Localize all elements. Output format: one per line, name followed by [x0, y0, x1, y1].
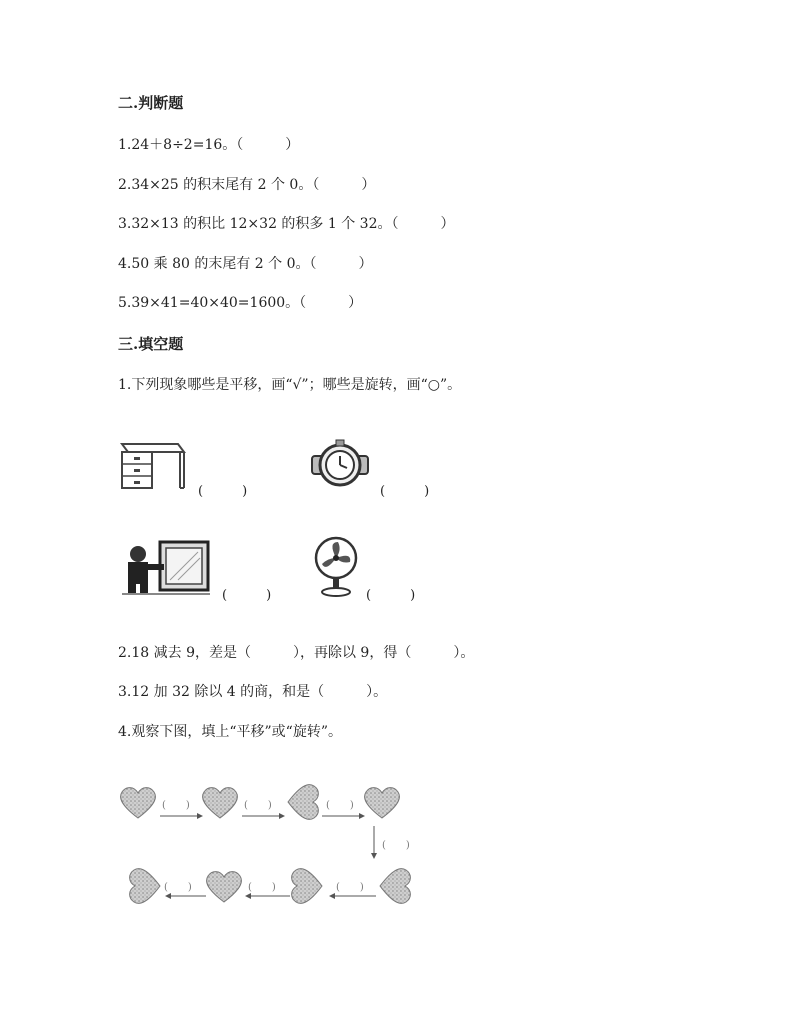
heart-icon — [207, 872, 242, 902]
heart-blank[interactable]: ( ) — [164, 882, 192, 893]
heart-blank[interactable]: ( ) — [382, 840, 410, 851]
heart-icon — [365, 788, 400, 818]
heart-blank[interactable]: ( ) — [326, 800, 354, 811]
fan-icon — [312, 536, 360, 598]
section-heading-fill-blank: 三.填空题 — [118, 335, 184, 353]
heart-blank[interactable]: ( ) — [336, 882, 364, 893]
heart-icon — [203, 788, 238, 818]
watch-icon — [308, 436, 372, 494]
window-push-icon — [122, 540, 212, 596]
heart-icon — [380, 869, 410, 904]
fan-answer-blank[interactable]: ( ) — [366, 588, 416, 603]
section-heading-judgement: 二.判断题 — [118, 94, 184, 112]
watch-answer-blank[interactable]: ( ) — [380, 484, 430, 499]
judgement-item-2: 2.34×25 的积末尾有 2 个 0。（ ） — [118, 177, 376, 193]
fill-question-3: 3.12 加 32 除以 4 的商，和是（ ）。 — [118, 684, 388, 700]
judgement-item-3: 3.32×13 的积比 12×32 的积多 1 个 32。（ ） — [118, 216, 455, 232]
judgement-item-1: 1.24＋8÷2=16。（ ） — [118, 137, 300, 153]
fill-question-4: 4.观察下图，填上“平移”或“旋转”。 — [118, 724, 342, 740]
fill-question-1: 1.下列现象哪些是平移，画“√”；哪些是旋转，画“○”。 — [118, 377, 462, 393]
desk-answer-blank[interactable]: ( ) — [198, 484, 248, 499]
heart-icon — [130, 869, 160, 904]
window-answer-blank[interactable]: ( ) — [222, 588, 272, 603]
judgement-item-5: 5.39×41=40×40=1600。（ ） — [118, 295, 363, 311]
desk-icon — [118, 438, 188, 492]
heart-icon — [288, 785, 318, 820]
heart-icon — [121, 788, 156, 818]
heart-blank[interactable]: ( ) — [248, 882, 276, 893]
fill-question-2: 2.18 减去 9，差是（ ），再除以 9，得（ ）。 — [118, 645, 475, 661]
heart-icon — [292, 869, 322, 904]
judgement-item-4: 4.50 乘 80 的末尾有 2 个 0。（ ） — [118, 256, 373, 272]
heart-blank[interactable]: ( ) — [244, 800, 272, 811]
heart-blank[interactable]: ( ) — [162, 800, 190, 811]
